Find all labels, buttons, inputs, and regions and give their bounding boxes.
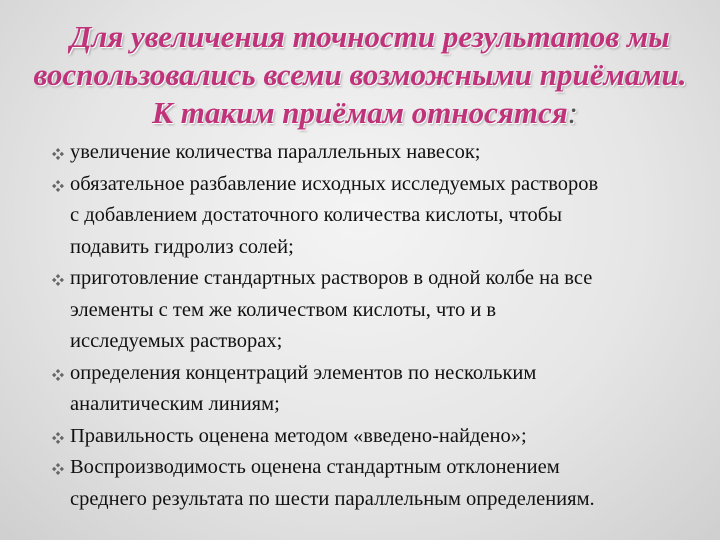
- list-item: [52, 169, 712, 264]
- item-line: определения концентраций элементов по нескольким: [70, 361, 537, 384]
- list-item: [52, 358, 712, 421]
- bullet-list: [52, 137, 712, 515]
- four-diamond-bullet-icon: [52, 274, 64, 286]
- item-line: Воспроизводимость оценена стандартным отклонением: [70, 456, 560, 478]
- item-line: исследуемых растворах;: [70, 330, 283, 352]
- title-line-3-text: К таким приёмам относятся: [151, 95, 568, 130]
- item-line: подавить гидролиз солей;: [70, 235, 294, 258]
- title-line-2: воспользовались всеми возможными приёмами.: [33, 57, 687, 92]
- four-diamond-bullet-icon: [52, 463, 64, 475]
- slide-title: [0, 18, 720, 132]
- list-item: [52, 421, 712, 453]
- four-diamond-bullet-icon: [52, 148, 64, 160]
- item-line: Правильность оценена методом «введено-найдено»;: [70, 424, 527, 447]
- four-diamond-bullet-icon: [52, 369, 64, 381]
- item-line: аналитическим линиям;: [70, 393, 280, 415]
- item-line: элементы с тем же количеством кислоты, что и в: [70, 298, 497, 321]
- list-item: [52, 452, 712, 515]
- item-line: приготовление стандартных растворов в одной колбе на все: [70, 267, 593, 289]
- item-line: среднего результата по шести параллельным определениям.: [70, 487, 595, 510]
- title-line-3: [0, 94, 720, 132]
- list-item: [52, 263, 712, 358]
- four-diamond-bullet-icon: [52, 180, 64, 192]
- item-line: увеличение количества параллельных навесок;: [70, 141, 481, 163]
- item-line: с добавлением достаточного количества кислоты, чтобы: [70, 204, 562, 226]
- item-line: обязательное разбавление исходных исследуемых растворов: [70, 172, 599, 195]
- four-diamond-bullet-icon: [52, 432, 64, 444]
- title-line-1: Для увеличения точности результатов мы: [70, 19, 670, 54]
- title-colon: :: [567, 95, 578, 130]
- list-item: [52, 137, 712, 169]
